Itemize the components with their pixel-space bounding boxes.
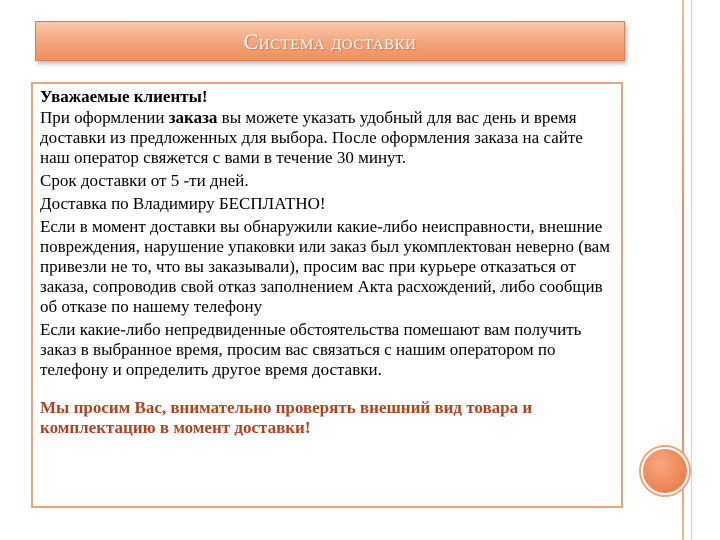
content-box (31, 82, 623, 508)
decorative-circle (641, 447, 689, 495)
paragraph-ordering-rest: вы можете указать удобный для вас день и время доставки из предложенных для выбора. После оформления заказа на сайте наш оператор свяжется с вами в течение 30 минут. (40, 108, 583, 167)
slide-title: Система доставки (243, 29, 417, 54)
paragraph-ordering (40, 108, 615, 168)
paragraph-delivery-term: Срок доставки от 5 -ти дней. (40, 171, 249, 190)
paragraph-ordering-bold: заказа (168, 108, 218, 127)
paragraph-free-delivery: Доставка по Владимиру БЕСПЛАТНО! (40, 194, 326, 213)
greeting-text: Уважаемые клиенты! (40, 87, 208, 106)
decorative-vertical-line-thin (691, 0, 692, 540)
paragraph-ordering-start: При оформлении (40, 108, 169, 127)
closing-note: Мы просим Вас, внимательно проверять внешний вид товара и комплектацию в момент доставки! (40, 398, 533, 437)
paragraph-refusal: Если в момент доставки вы обнаружили какие-либо неисправности, внешние повреждения, нарушение упаковки или заказ был укомплектован неверно (вам привезли не то, что вы заказывали), просим вас при курьере отказаться от заказа, сопроводив свой отказ заполнением Акта расхождений, либо сообщив об отказе по нашему телефону (40, 217, 610, 316)
title-bar (35, 21, 625, 61)
paragraph-reschedule: Если какие-либо непредвиденные обстоятельства помешают вам получить заказ в выбранное время, просим вас связаться с нашим оператором по телефону и определить другое время доставки. (40, 320, 582, 379)
